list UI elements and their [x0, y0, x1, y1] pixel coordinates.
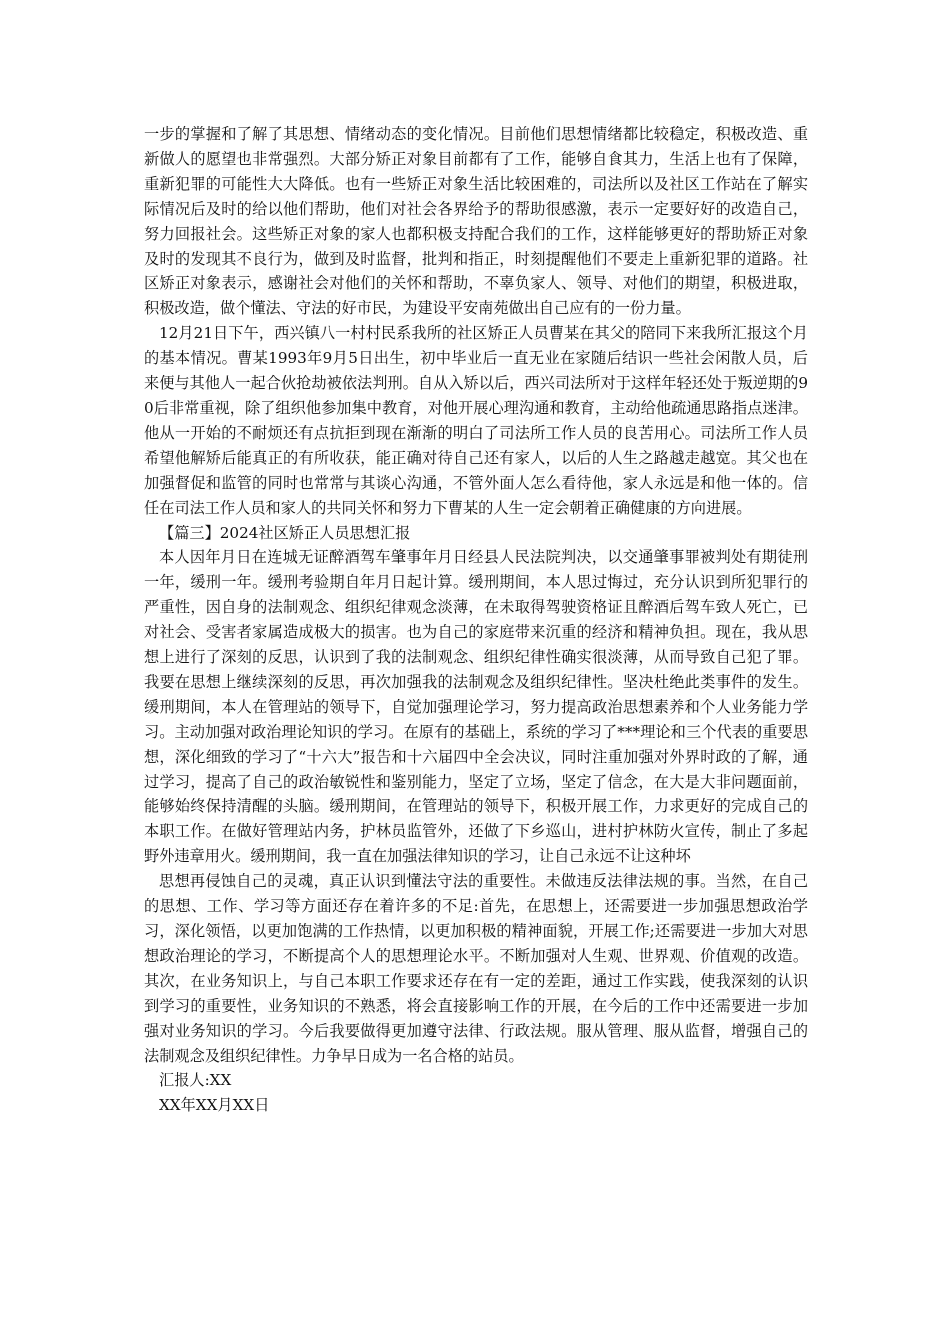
section-heading: 【篇三】2024社区矫正人员思想汇报: [159, 523, 411, 542]
paragraph-1: 一步的掌握和了解了其思想、情绪动态的变化情况。目前他们思想情绪都比较稳定，积极改造、重新做人的愿望也非常强烈。大部分矫正对象目前都有了工作，能够自食其力，生活上也有了保障，重新犯罪的可能性大大降低。也有一些矫正对象生活比较困难的，司法所以及社区工作站在了解实际情况后及时的给以他们帮助，他们对社会各界给予的帮助很感激，表示一定要好好的改造自己，努力回报社会。这些矫正对象的家人也都积极支持配合我们的工作，这样能够更好的帮助矫正对象及时的发现其不良行为，做到及时监督，批判和指正，时刻提醒他们不要走上重新犯罪的道路。社区矫正对象表示，感谢社会对他们的关怀和帮助，不辜负家人、领导、对他们的期望，积极进取，积极改造，做个懂法、守法的好市民，为建设平安南苑做出自己应有的一份力量。: [144, 125, 808, 318]
paragraph-2: 12月21日下午，西兴镇八一村村民系我所的社区矫正人员曹某在其父的陪同下来我所汇报这个月的基本情况。曹某1993年9月5日出生，初中毕业后一直无业在家随后结识一些社会闲散人员，后来便与其他人一起合伙抢劫被依法判刑。自从入矫以后，西兴司法所对于这样年轻还处于叛逆期的90后非常重视，除了组织他参加集中教育，对他开展心理沟通和教育，主动给他疏通思路指点迷津。他从一开始的不耐烦还有点抗拒到现在渐渐的明白了司法所工作人员的良苦用心。司法所工作人员希望他解矫后能真正的有所收获，能正确对待自己还有家人，以后的人生之路越走越宽。其父也在加强督促和监管的同时也常常与其谈心沟通，不管外面人怎么看待他，家人永远是和他一体的。信任在司法工作人员和家人的共同关怀和努力下曹某的人生一定会朝着正确健康的方向进展。: [144, 324, 808, 517]
paragraph-3: 本人因年月日在连城无证醉酒驾车肇事年月日经县人民法院判决，以交通肇事罪被判处有期徒刑一年，缓刑一年。缓刑考验期自年月日起计算。缓刑期间，本人思过悔过，充分认识到所犯罪行的严重性，因自身的法制观念、组织纪律观念淡薄，在未取得驾驶资格证且醉酒后驾车致人死亡，已对社会、受害者家属造成极大的损害。也为自己的家庭带来沉重的经济和精神负担。现在，我从思想上进行了深刻的反思，认识到了我的法制观念、组织纪律性确实很淡薄，从而导致自己犯了罪。我要在思想上继续深刻的反思，再次加强我的法制观念及组织纪律性。坚决杜绝此类事件的发生。缓刑期间，本人在管理站的领导下，自觉加强理论学习，努力提高政治思想素养和个人业务能力学习。主动加强对政治理论知识的学习。在原有的基础上，系统的学习了***理论和三个代表的重要思想，深化细致的学习了“十六大”报告和十六届四中全会决议，同时注重加强对外界时政的了解，通过学习，提高了自己的政治敏锐性和鉴别能力，坚定了立场，坚定了信念，在大是大非问题面前，能够始终保持清醒的头脑。缓刑期间，在管理站的领导下，积极开展工作，力求更好的完成自己的本职工作。在做好管理站内务，护林员监管外，还做了下乡巡山，进村护林防火宣传，制止了多起野外违章用火。缓刑期间，我一直在加强法律知识的学习，让自己永远不让这种坏: [144, 548, 808, 866]
document-body: [144, 122, 808, 1118]
reporter-line: 汇报人:XX: [159, 1071, 232, 1090]
date-line: XX年XX月XX日: [159, 1096, 270, 1115]
paragraph-4: 思想再侵蚀自己的灵魂，真正认识到懂法守法的重要性。未做违反法律法规的事。当然，在自己的思想、工作、学习等方面还存在着许多的不足:首先，在思想上，还需要进一步加强思想政治学习，深化领悟，以更加饱满的工作热情，以更加积极的精神面貌，开展工作;还需要进一步加大对思想政治理论的学习，不断提高个人的思想理论水平。不断加强对人生观、世界观、价值观的改造。其次，在业务知识上，与自己本职工作要求还存在有一定的差距，通过工作实践，使我深刻的认识到学习的重要性，业务知识的不熟悉，将会直接影响工作的开展，在今后的工作中还需要进一步加强对业务知识的学习。今后我要做得更加遵守法律、行政法规。服从管理、服从监督，增强自己的法制观念及组织纪律性。力争早日成为一名合格的站员。: [144, 872, 808, 1065]
